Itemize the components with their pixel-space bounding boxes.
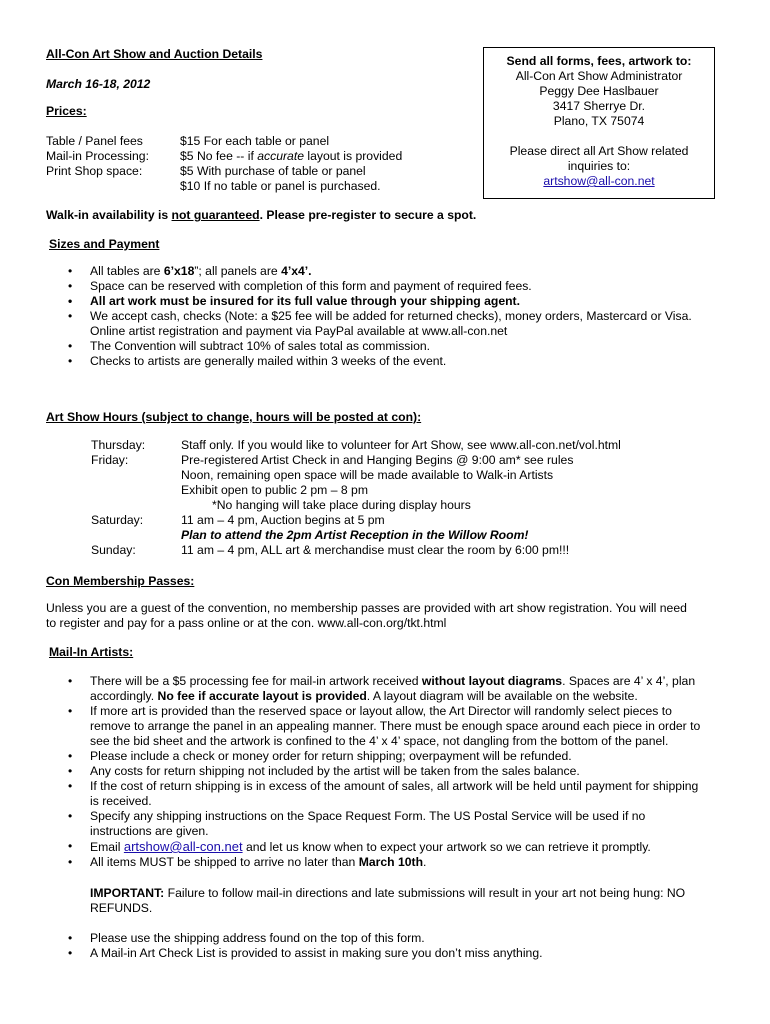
friday-hours: Exhibit open to public 2 pm – 8 pm: [181, 483, 368, 497]
friday-label: Friday:: [91, 453, 129, 467]
reception-note: Plan to attend the 2pm Artist Reception in the Willow Room!: [181, 528, 529, 542]
membership-text: Unless you are a guest of the convention, no membership passes are provided with art show registration. You will need: [46, 601, 687, 615]
list-item: • All tables are 6’x18”; all panels are 4’x4’.: [68, 264, 748, 279]
contact-heading: Send all forms, fees, artwork to:: [506, 54, 692, 68]
contact-line: Peggy Dee Haslbauer: [539, 84, 659, 98]
thursday-label: Thursday:: [91, 438, 146, 452]
list-item: • Please include a check or money order for return shipping; overpayment will be refunded.: [68, 749, 748, 764]
friday-hours: Pre-registered Artist Check in and Hanging Begins @ 9:00 am* see rules: [181, 453, 574, 467]
prices-heading: Prices:: [46, 104, 87, 118]
price-label: Print Shop space:: [46, 164, 143, 178]
list-item: • A Mail-in Art Check List is provided to assist in making sure you don’t miss anything.: [68, 946, 748, 961]
mailin-list: [68, 674, 748, 870]
list-item: • All items MUST be shipped to arrive no later than March 10th.: [68, 855, 748, 870]
list-item: • Please use the shipping address found on the top of this form.: [68, 931, 748, 946]
list-item: • All art work must be insured for its full value through your shipping agent.: [68, 294, 748, 309]
mailin-email-link[interactable]: artshow@all-con.net: [123, 839, 243, 854]
sizes-heading: Sizes and Payment: [49, 237, 160, 251]
price-value: $5 No fee -- if accurate layout is provided: [180, 149, 403, 163]
list-item: • Specify any shipping instructions on the Space Request Form. The US Postal Service will be used if no instructions are given.: [68, 809, 748, 839]
mailin-heading: Mail-In Artists:: [49, 645, 134, 659]
list-item: • Checks to artists are generally mailed within 3 weeks of the event.: [68, 354, 748, 369]
walkin-notice: Walk-in availability is not guaranteed. Please pre-register to secure a spot.: [46, 208, 477, 222]
sunday-label: Sunday:: [91, 543, 136, 557]
price-value: $15 For each table or panel: [180, 134, 330, 148]
contact-line: 3417 Sherrye Dr.: [552, 99, 646, 113]
list-item: • There will be a $5 processing fee for mail-in artwork received without layout diagrams. Spaces are 4’ x 4’, plan accordingly. No fee if accurate layout is provided. A layout diagram will be available on the website.: [68, 674, 748, 704]
friday-hours: Noon, remaining open space will be made available to Walk-in Artists: [181, 468, 554, 482]
thursday-hours: Staff only. If you would like to volunteer for Art Show, see www.all-con.net/vol.html: [181, 438, 621, 452]
contact-box: [483, 47, 715, 199]
list-item: • If more art is provided than the reserved space or layout allow, the Art Director will randomly select pieces to remove to arrange the panel in an appealing manner. There must be enough space around each piece in order to see the bid sheet and the artwork is confined to the 4’ x 4’ space, not dangling from the bottom of the panel.: [68, 704, 748, 749]
mailin-list-final: [68, 931, 748, 961]
important-notice: IMPORTANT: Failure to follow mail-in directions and late submissions will result in your art not being hung: NO REFUNDS.: [90, 886, 686, 915]
price-label: Table / Panel fees: [46, 134, 143, 148]
list-item: • If the cost of return shipping is in excess of the amount of sales, all artwork will be held until payment for shipping is received.: [68, 779, 748, 809]
membership-heading: Con Membership Passes:: [46, 574, 195, 588]
price-value: $5 With purchase of table or panel: [180, 164, 366, 178]
list-item: • Any costs for return shipping not included by the artist will be taken from the sales balance.: [68, 764, 748, 779]
list-item: • Space can be reserved with completion of this form and payment of required fees.: [68, 279, 748, 294]
saturday-label: Saturday:: [91, 513, 144, 527]
contact-email-link[interactable]: artshow@all-con.net: [543, 174, 655, 188]
contact-direct: inquiries to:: [567, 159, 631, 173]
membership-text: to register and pay for a pass online or at the con. www.all-con.org/tkt.html: [46, 616, 447, 630]
sizes-list: [68, 264, 748, 369]
event-dates: March 16-18, 2012: [46, 77, 151, 91]
list-item: • Email artshow@all-con.net and let us know when to expect your artwork so we can retrieve it promptly.: [68, 839, 748, 855]
contact-line: All-Con Art Show Administrator: [515, 69, 683, 83]
page-title: All-Con Art Show and Auction Details: [46, 47, 263, 61]
list-item: • The Convention will subtract 10% of sales total as commission.: [68, 339, 748, 354]
price-value: $10 If no table or panel is purchased.: [180, 179, 381, 193]
friday-hours: *No hanging will take place during display hours: [212, 498, 471, 512]
contact-line: Plano, TX 75074: [553, 114, 645, 128]
list-item: • We accept cash, checks (Note: a $25 fee will be added for returned checks), money orders, Mastercard or Visa. Online artist registration and payment via PayPal available at www.all-con.net: [68, 309, 748, 339]
contact-direct: Please direct all Art Show related: [509, 144, 689, 158]
hours-heading: Art Show Hours (subject to change, hours will be posted at con):: [46, 410, 422, 424]
sunday-hours: 11 am – 4 pm, ALL art & merchandise must clear the room by 6:00 pm!!!: [181, 543, 570, 557]
saturday-hours: 11 am – 4 pm, Auction begins at 5 pm: [181, 513, 385, 527]
price-label: Mail-in Processing:: [46, 149, 149, 163]
